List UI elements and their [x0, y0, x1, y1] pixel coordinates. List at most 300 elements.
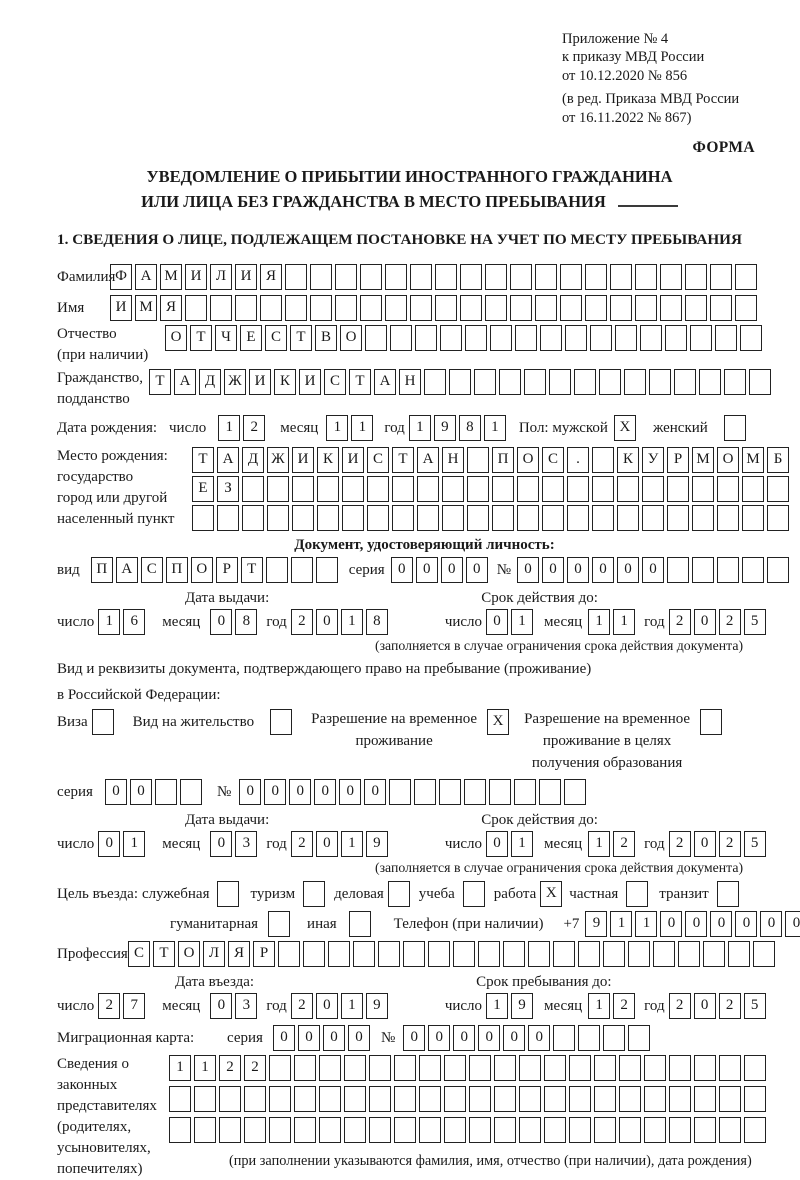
cell-box[interactable]: [464, 779, 486, 805]
cell-box[interactable]: 0: [486, 609, 508, 635]
cell-box[interactable]: А: [217, 447, 239, 473]
cell-box[interactable]: П: [91, 557, 113, 583]
cell-box[interactable]: О: [178, 941, 200, 967]
birth-place-row2-cells[interactable]: [192, 475, 792, 502]
cell-box[interactable]: [478, 941, 500, 967]
purpose-transit-checkbox[interactable]: [717, 880, 742, 907]
cell-box[interactable]: [599, 369, 621, 395]
cell-box[interactable]: [642, 505, 664, 531]
cell-box[interactable]: [217, 881, 239, 907]
cell-box[interactable]: [180, 779, 202, 805]
cell-box[interactable]: Д: [199, 369, 221, 395]
cell-box[interactable]: [700, 709, 722, 735]
cell-box[interactable]: 0: [694, 609, 716, 635]
cell-box[interactable]: [660, 264, 682, 290]
cell-box[interactable]: [360, 264, 382, 290]
cell-box[interactable]: [410, 264, 432, 290]
cell-box[interactable]: [285, 264, 307, 290]
cell-box[interactable]: [403, 941, 425, 967]
cell-box[interactable]: 8: [366, 609, 388, 635]
cell-box[interactable]: Р: [216, 557, 238, 583]
temp-residence-checkbox[interactable]: [487, 708, 512, 735]
cell-box[interactable]: [642, 476, 664, 502]
cell-box[interactable]: [578, 1025, 600, 1051]
cell-box[interactable]: [644, 1055, 666, 1081]
cell-box[interactable]: [544, 1055, 566, 1081]
cell-box[interactable]: [440, 325, 462, 351]
cell-box[interactable]: [344, 1055, 366, 1081]
cell-box[interactable]: И: [110, 295, 132, 321]
cell-box[interactable]: [269, 1086, 291, 1112]
cell-box[interactable]: [439, 779, 461, 805]
cell-box[interactable]: [744, 1055, 766, 1081]
cell-box[interactable]: [715, 325, 737, 351]
cell-box[interactable]: Н: [399, 369, 421, 395]
cell-box[interactable]: [266, 557, 288, 583]
cell-box[interactable]: X: [540, 881, 562, 907]
cell-box[interactable]: 2: [719, 831, 741, 857]
cell-box[interactable]: [319, 1117, 341, 1143]
temp-residence-edu-checkbox[interactable]: [700, 708, 725, 735]
cell-box[interactable]: [317, 476, 339, 502]
cell-box[interactable]: [360, 295, 382, 321]
cell-box[interactable]: К: [317, 447, 339, 473]
purpose-other-checkbox[interactable]: [349, 910, 374, 937]
cell-box[interactable]: [603, 941, 625, 967]
cell-box[interactable]: С: [542, 447, 564, 473]
cell-box[interactable]: 0: [316, 609, 338, 635]
cell-box[interactable]: [703, 941, 725, 967]
purpose-official-checkbox[interactable]: [217, 880, 242, 907]
cell-box[interactable]: 0: [239, 779, 261, 805]
residence-permit-checkbox[interactable]: [270, 708, 295, 735]
cell-box[interactable]: [244, 1086, 266, 1112]
cell-box[interactable]: 0: [503, 1025, 525, 1051]
cell-box[interactable]: Т: [349, 369, 371, 395]
res-issue-day-cells[interactable]: [98, 830, 148, 857]
cell-box[interactable]: [353, 941, 375, 967]
cell-box[interactable]: [517, 476, 539, 502]
cell-box[interactable]: [744, 1117, 766, 1143]
cell-box[interactable]: 0: [660, 911, 682, 937]
cell-box[interactable]: [624, 369, 646, 395]
cell-box[interactable]: 5: [744, 831, 766, 857]
cell-box[interactable]: Е: [192, 476, 214, 502]
cell-box[interactable]: А: [174, 369, 196, 395]
cell-box[interactable]: Т: [153, 941, 175, 967]
cell-box[interactable]: [365, 325, 387, 351]
cell-box[interactable]: [753, 941, 775, 967]
cell-box[interactable]: [724, 415, 746, 441]
cell-box[interactable]: [644, 1117, 666, 1143]
cell-box[interactable]: С: [367, 447, 389, 473]
cell-box[interactable]: Л: [203, 941, 225, 967]
cell-box[interactable]: [367, 476, 389, 502]
cell-box[interactable]: 0: [428, 1025, 450, 1051]
cell-box[interactable]: [592, 447, 614, 473]
cell-box[interactable]: [592, 476, 614, 502]
cell-box[interactable]: [388, 881, 410, 907]
cell-box[interactable]: 9: [511, 993, 533, 1019]
cell-box[interactable]: [419, 1086, 441, 1112]
cell-box[interactable]: 0: [567, 557, 589, 583]
cell-box[interactable]: 0: [130, 779, 152, 805]
cell-box[interactable]: 0: [617, 557, 639, 583]
cell-box[interactable]: [316, 557, 338, 583]
cell-box[interactable]: [560, 295, 582, 321]
cell-box[interactable]: 0: [105, 779, 127, 805]
cell-box[interactable]: [653, 941, 675, 967]
cell-box[interactable]: [235, 295, 257, 321]
male-checkbox[interactable]: [614, 414, 639, 441]
patronymic-cells[interactable]: [165, 324, 765, 351]
cell-box[interactable]: [219, 1117, 241, 1143]
cell-box[interactable]: [615, 325, 637, 351]
cell-box[interactable]: 1: [341, 609, 363, 635]
cell-box[interactable]: [692, 505, 714, 531]
cell-box[interactable]: [628, 1025, 650, 1051]
cell-box[interactable]: 1: [98, 609, 120, 635]
cell-box[interactable]: 0: [453, 1025, 475, 1051]
cell-box[interactable]: [494, 1055, 516, 1081]
cell-box[interactable]: [519, 1086, 541, 1112]
cell-box[interactable]: [414, 779, 436, 805]
cell-box[interactable]: 0: [323, 1025, 345, 1051]
cell-box[interactable]: 0: [314, 779, 336, 805]
cell-box[interactable]: 1: [635, 911, 657, 937]
cell-box[interactable]: [291, 557, 313, 583]
cell-box[interactable]: [417, 476, 439, 502]
cell-box[interactable]: С: [128, 941, 150, 967]
cell-box[interactable]: 1: [484, 415, 506, 441]
cell-box[interactable]: [567, 505, 589, 531]
cell-box[interactable]: [92, 709, 114, 735]
cell-box[interactable]: А: [135, 264, 157, 290]
cell-box[interactable]: [674, 369, 696, 395]
cell-box[interactable]: [292, 476, 314, 502]
cell-box[interactable]: 0: [486, 831, 508, 857]
cell-box[interactable]: [369, 1055, 391, 1081]
cell-box[interactable]: [594, 1086, 616, 1112]
cell-box[interactable]: 0: [289, 779, 311, 805]
cell-box[interactable]: [667, 557, 689, 583]
cell-box[interactable]: [594, 1117, 616, 1143]
cell-box[interactable]: [394, 1086, 416, 1112]
cell-box[interactable]: 0: [273, 1025, 295, 1051]
cell-box[interactable]: В: [315, 325, 337, 351]
cell-box[interactable]: [610, 264, 632, 290]
res-issue-month-cells[interactable]: [210, 830, 260, 857]
cell-box[interactable]: О: [340, 325, 362, 351]
cell-box[interactable]: [690, 325, 712, 351]
cell-box[interactable]: [344, 1086, 366, 1112]
cell-box[interactable]: Т: [192, 447, 214, 473]
cell-box[interactable]: [244, 1117, 266, 1143]
cell-box[interactable]: [369, 1086, 391, 1112]
cell-box[interactable]: [342, 505, 364, 531]
cell-box[interactable]: [539, 779, 561, 805]
cell-box[interactable]: 0: [364, 779, 386, 805]
doc-number-cells[interactable]: [517, 556, 792, 583]
cell-box[interactable]: 0: [210, 609, 232, 635]
cell-box[interactable]: 0: [403, 1025, 425, 1051]
cell-box[interactable]: 1: [588, 831, 610, 857]
cell-box[interactable]: [467, 476, 489, 502]
cell-box[interactable]: [474, 369, 496, 395]
cell-box[interactable]: 5: [744, 609, 766, 635]
cell-box[interactable]: А: [116, 557, 138, 583]
stay-day-cells[interactable]: [486, 992, 536, 1019]
cell-box[interactable]: [467, 447, 489, 473]
cell-box[interactable]: [285, 295, 307, 321]
cell-box[interactable]: [185, 295, 207, 321]
cell-box[interactable]: 1: [486, 993, 508, 1019]
cell-box[interactable]: Л: [210, 264, 232, 290]
cell-box[interactable]: 2: [669, 831, 691, 857]
cell-box[interactable]: [460, 264, 482, 290]
cell-box[interactable]: 8: [235, 609, 257, 635]
cell-box[interactable]: [669, 1086, 691, 1112]
cell-box[interactable]: А: [417, 447, 439, 473]
cell-box[interactable]: [719, 1055, 741, 1081]
cell-box[interactable]: 9: [434, 415, 456, 441]
cell-box[interactable]: [717, 557, 739, 583]
cell-box[interactable]: [694, 1117, 716, 1143]
cell-box[interactable]: [269, 1055, 291, 1081]
cell-box[interactable]: 0: [210, 831, 232, 857]
birth-month-cells[interactable]: [326, 414, 376, 441]
doc-exp-day-cells[interactable]: [486, 608, 536, 635]
cell-box[interactable]: [617, 505, 639, 531]
cell-box[interactable]: 2: [219, 1055, 241, 1081]
doc-exp-month-cells[interactable]: [588, 608, 638, 635]
cell-box[interactable]: [194, 1086, 216, 1112]
cell-box[interactable]: [485, 295, 507, 321]
cell-box[interactable]: [335, 295, 357, 321]
cell-box[interactable]: [590, 325, 612, 351]
cell-box[interactable]: [594, 1055, 616, 1081]
cell-box[interactable]: [435, 264, 457, 290]
cell-box[interactable]: [444, 1055, 466, 1081]
cell-box[interactable]: [649, 369, 671, 395]
cell-box[interactable]: 0: [210, 993, 232, 1019]
cell-box[interactable]: 0: [264, 779, 286, 805]
cell-box[interactable]: [485, 264, 507, 290]
cell-box[interactable]: [710, 264, 732, 290]
cell-box[interactable]: [540, 325, 562, 351]
cell-box[interactable]: [319, 1086, 341, 1112]
mc-series-cells[interactable]: [273, 1024, 373, 1051]
cell-box[interactable]: [692, 476, 714, 502]
cell-box[interactable]: А: [374, 369, 396, 395]
cell-box[interactable]: [278, 941, 300, 967]
cell-box[interactable]: Т: [149, 369, 171, 395]
cell-box[interactable]: [424, 369, 446, 395]
cell-box[interactable]: 9: [366, 993, 388, 1019]
cell-box[interactable]: Д: [242, 447, 264, 473]
cell-box[interactable]: [560, 264, 582, 290]
cell-box[interactable]: [717, 505, 739, 531]
cell-box[interactable]: И: [235, 264, 257, 290]
purpose-tourism-checkbox[interactable]: [303, 880, 328, 907]
cell-box[interactable]: 1: [169, 1055, 191, 1081]
cell-box[interactable]: [490, 325, 512, 351]
cell-box[interactable]: X: [614, 415, 636, 441]
cell-box[interactable]: 0: [528, 1025, 550, 1051]
cell-box[interactable]: [453, 941, 475, 967]
cell-box[interactable]: [169, 1117, 191, 1143]
cell-box[interactable]: [444, 1117, 466, 1143]
res-issue-year-cells[interactable]: [291, 830, 391, 857]
cell-box[interactable]: 1: [610, 911, 632, 937]
entry-month-cells[interactable]: [210, 992, 260, 1019]
cell-box[interactable]: [242, 505, 264, 531]
res-exp-month-cells[interactable]: [588, 830, 638, 857]
cell-box[interactable]: [740, 325, 762, 351]
cell-box[interactable]: Н: [442, 447, 464, 473]
cell-box[interactable]: [535, 295, 557, 321]
cell-box[interactable]: [267, 476, 289, 502]
cell-box[interactable]: [392, 505, 414, 531]
entry-year-cells[interactable]: [291, 992, 391, 1019]
cell-box[interactable]: 0: [694, 993, 716, 1019]
cell-box[interactable]: Я: [228, 941, 250, 967]
cell-box[interactable]: 0: [466, 557, 488, 583]
cell-box[interactable]: [544, 1086, 566, 1112]
cell-box[interactable]: [510, 264, 532, 290]
cell-box[interactable]: 9: [585, 911, 607, 937]
cell-box[interactable]: [210, 295, 232, 321]
cell-box[interactable]: Ж: [267, 447, 289, 473]
profession-cells[interactable]: [128, 940, 778, 967]
cell-box[interactable]: П: [166, 557, 188, 583]
res-series-cells[interactable]: [105, 778, 205, 805]
cell-box[interactable]: [349, 911, 371, 937]
cell-box[interactable]: 0: [592, 557, 614, 583]
cell-box[interactable]: [317, 505, 339, 531]
cell-box[interactable]: С: [324, 369, 346, 395]
cell-box[interactable]: 7: [123, 993, 145, 1019]
cell-box[interactable]: [692, 557, 714, 583]
cell-box[interactable]: [442, 476, 464, 502]
cell-box[interactable]: [419, 1117, 441, 1143]
cell-box[interactable]: [394, 1055, 416, 1081]
purpose-study-checkbox[interactable]: [463, 880, 488, 907]
cell-box[interactable]: 0: [694, 831, 716, 857]
cell-box[interactable]: [369, 1117, 391, 1143]
doc-issue-day-cells[interactable]: [98, 608, 148, 635]
cell-box[interactable]: К: [274, 369, 296, 395]
cell-box[interactable]: 2: [719, 993, 741, 1019]
cell-box[interactable]: [494, 1117, 516, 1143]
doc-exp-year-cells[interactable]: [669, 608, 769, 635]
visa-checkbox[interactable]: [92, 708, 117, 735]
cell-box[interactable]: З: [217, 476, 239, 502]
cell-box[interactable]: [344, 1117, 366, 1143]
cell-box[interactable]: Я: [160, 295, 182, 321]
cell-box[interactable]: 0: [348, 1025, 370, 1051]
cell-box[interactable]: [569, 1055, 591, 1081]
cell-box[interactable]: [767, 505, 789, 531]
cell-box[interactable]: М: [160, 264, 182, 290]
cell-box[interactable]: [592, 505, 614, 531]
cell-box[interactable]: 1: [351, 415, 373, 441]
cell-box[interactable]: 1: [409, 415, 431, 441]
cell-box[interactable]: 2: [669, 609, 691, 635]
cell-box[interactable]: 0: [98, 831, 120, 857]
cell-box[interactable]: [528, 941, 550, 967]
cell-box[interactable]: 0: [785, 911, 800, 937]
cell-box[interactable]: [510, 295, 532, 321]
cell-box[interactable]: 0: [339, 779, 361, 805]
cell-box[interactable]: [410, 295, 432, 321]
cell-box[interactable]: [392, 476, 414, 502]
cell-box[interactable]: Т: [290, 325, 312, 351]
cell-box[interactable]: [155, 779, 177, 805]
cell-box[interactable]: [270, 709, 292, 735]
cell-box[interactable]: [463, 881, 485, 907]
entry-day-cells[interactable]: [98, 992, 148, 1019]
cell-box[interactable]: Е: [240, 325, 262, 351]
cell-box[interactable]: [419, 1055, 441, 1081]
purpose-private-checkbox[interactable]: [626, 880, 651, 907]
cell-box[interactable]: [260, 295, 282, 321]
cell-box[interactable]: [467, 505, 489, 531]
cell-box[interactable]: [735, 264, 757, 290]
cell-box[interactable]: 2: [613, 831, 635, 857]
cell-box[interactable]: [694, 1086, 716, 1112]
cell-box[interactable]: [742, 505, 764, 531]
cell-box[interactable]: [219, 1086, 241, 1112]
cell-box[interactable]: 0: [316, 831, 338, 857]
cell-box[interactable]: [564, 779, 586, 805]
rep-row1-cells[interactable]: [169, 1054, 769, 1081]
cell-box[interactable]: [267, 505, 289, 531]
cell-box[interactable]: Ч: [215, 325, 237, 351]
cell-box[interactable]: [667, 476, 689, 502]
cell-box[interactable]: [710, 295, 732, 321]
cell-box[interactable]: [669, 1055, 691, 1081]
cell-box[interactable]: [390, 325, 412, 351]
cell-box[interactable]: [442, 505, 464, 531]
cell-box[interactable]: 0: [710, 911, 732, 937]
phone-cells[interactable]: [585, 910, 800, 937]
doc-issue-month-cells[interactable]: [210, 608, 260, 635]
cell-box[interactable]: Ж: [224, 369, 246, 395]
cell-box[interactable]: [767, 476, 789, 502]
cell-box[interactable]: 0: [391, 557, 413, 583]
purpose-business-checkbox[interactable]: [388, 880, 413, 907]
cell-box[interactable]: [544, 1117, 566, 1143]
cell-box[interactable]: [294, 1117, 316, 1143]
cell-box[interactable]: [619, 1055, 641, 1081]
cell-box[interactable]: [519, 1055, 541, 1081]
cell-box[interactable]: И: [292, 447, 314, 473]
cell-box[interactable]: [685, 295, 707, 321]
female-checkbox[interactable]: [724, 414, 749, 441]
cell-box[interactable]: [585, 295, 607, 321]
cell-box[interactable]: [619, 1086, 641, 1112]
cell-box[interactable]: О: [191, 557, 213, 583]
cell-box[interactable]: [665, 325, 687, 351]
cell-box[interactable]: [269, 1117, 291, 1143]
cell-box[interactable]: 0: [735, 911, 757, 937]
cell-box[interactable]: [335, 264, 357, 290]
cell-box[interactable]: [319, 1055, 341, 1081]
cell-box[interactable]: [669, 1117, 691, 1143]
stay-year-cells[interactable]: [669, 992, 769, 1019]
cell-box[interactable]: [310, 264, 332, 290]
